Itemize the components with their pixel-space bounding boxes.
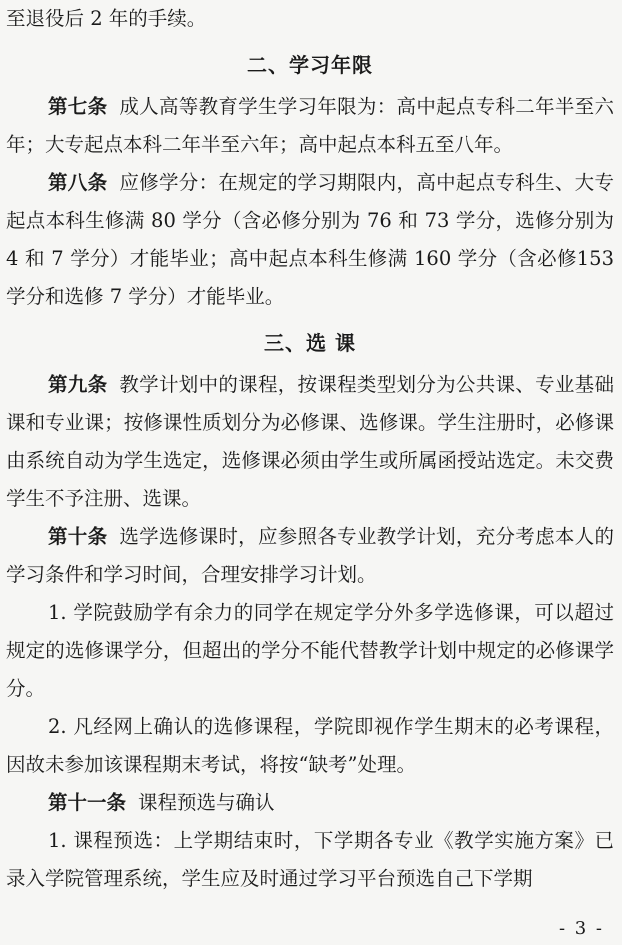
article-9-text: 教学计划中的课程，按课程类型划分为公共课、专业基础课和专业课；按修课性质划分为必修课、选修课。学生注册时，必修课由系统自动为学生选定，选修课必须由学生或所属函授站选定。未交费学生不予注册、选课。 <box>6 373 614 510</box>
article-9-label: 第九条 <box>48 373 108 396</box>
article-8-text: 应修学分：在规定的学习期限内，高中起点专科生、大专起点本科生修满 80 学分（含必修分别为 76 和 73 学分，选修分别为 4 和 7 学分）才能毕业；高中起点本科生修满 160 学分（含必修153 学分和选修 7 学分）才能毕业。 <box>6 171 614 308</box>
article-7-text: 成人高等教育学生学习年限为：高中起点专科二年半至六年；大专起点本科二年半至六年；高中起点本科五至八年。 <box>6 95 614 156</box>
article-11-text: 课程预选与确认 <box>138 791 275 814</box>
article-8-label: 第八条 <box>48 171 108 194</box>
page-number: - 3 - <box>558 918 604 939</box>
section-heading-study-period: 二、学习年限 <box>247 53 373 77</box>
article-7 <box>6 88 614 164</box>
paragraph-intro: 至退役后 2 年的手续。 <box>6 7 207 30</box>
article-10-label: 第十条 <box>48 525 108 548</box>
article-10-item-2: 2. 凡经网上确认的选修课程，学院即视作学生期末的必考课程，因故未参加该课程期末考试，将按“缺考”处理。 <box>6 715 614 776</box>
article-11-item-1: 1. 课程预选：上学期结束时，下学期各专业《教学实施方案》已录入学院管理系统，学生应及时通过学习平台预选自己下学期 <box>6 829 614 890</box>
article-11-label: 第十一条 <box>48 791 127 814</box>
article-10-item-1: 1. 学院鼓励学有余力的同学在规定学分外多学选修课，可以超过规定的选修课学分，但超出的学分不能代替教学计划中规定的必修课学分。 <box>6 601 614 700</box>
article-10 <box>6 518 614 594</box>
article-7-label: 第七条 <box>48 95 108 118</box>
section-heading-course-selection: 三、选 课 <box>264 331 356 355</box>
article-9 <box>6 366 614 518</box>
article-8 <box>6 164 614 316</box>
article-10-text: 选学选修课时，应参照各专业教学计划，充分考虑本人的学习条件和学习时间，合理安排学习计划。 <box>6 525 614 586</box>
article-11 <box>6 784 614 822</box>
